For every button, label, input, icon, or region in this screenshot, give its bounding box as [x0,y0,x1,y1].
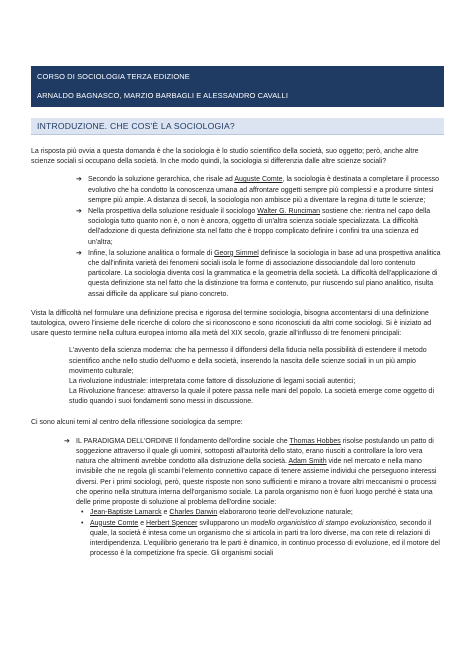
themes-paragraph: Ci sono alcuni temi al centro della riflessione sociologica da sempre: [31,418,243,426]
spencer-link[interactable]: Herbert Spencer [146,519,198,527]
list-item: L'avvento della scienza moderna: che ha permesso il diffondersi della fiducia nella possibilità di estendere il metodo scientifico anche nello studio dell'uomo e della società, inserendo la nascita delle scienze sociali in un più ampio movimento culturale; [69,347,427,375]
list-item: La Rivoluzione francese: attraverso la quale il potere passa nelle mani del popolo. La società emerge come oggetto di studio quando i suoi fondamenti sono messi in discussione. [69,388,434,406]
themes-list [31,437,444,559]
course-title: CORSO DI SOCIOLOGIA TERZA EDIZIONE [37,72,190,81]
phenomena-list [31,346,444,407]
definition-paragraph: Vista la difficoltà nel formulare una definizione precisa e rigorosa del termine sociologia, bisogna accontentarsi di una definizione tautologica, ovvero l'insieme delle ricerche di coloro che si riconoscono e sono riconosciuti da altri come sociologi. Si è iniziato ad usare questo termine nella cultura europea intorno alla metà del XIX secolo, grazie all'influsso di tre fenomeni principali: [31,309,432,338]
bullet-icon: • [81,509,84,517]
smith-link[interactable]: Adam Smith [288,458,327,466]
solutions-list [31,175,444,299]
arrow-icon: ➔ [76,249,82,257]
comte-link-2[interactable]: Auguste Comte [90,519,139,527]
arrow-icon: ➔ [64,437,70,445]
arrow-icon: ➔ [76,208,82,216]
bullet-icon: • [81,519,84,527]
organism-sublist [76,508,444,559]
simmel-link[interactable]: Georg Simmel [214,249,259,257]
list-item: • Auguste Comte e Herbert Spencer svilupparono un modello organicistico di stampo evoluzionistico, secondo il quale, la società è intesa come un organismo che si articola in parti tra loro diverse, ma con rete di relazioni di interdipendenza. L'equilibrio generario tra le parti è dinamico, in continuo processo di evoluzione, ed il motore del processo è la competizione fra specie. Gli organismi sociali [81,519,440,558]
hobbes-link[interactable]: Thomas Hobbes [289,437,341,445]
runciman-link[interactable]: Walter G. Runciman [257,208,321,216]
document-header [31,66,444,107]
list-item: La rivoluzione industriale: interpretata come fattore di dissoluzione di legami sociali autentici; [69,378,356,386]
intro-paragraph: La risposta più ovvia a questa domanda è che la sociologia è lo studio scientifico della società, suo oggetto; però, anche altre scienze sociali si occupano della società. In che modo quindi, la sociologia si differenzia dalle altre scienze sociali? [31,148,419,166]
list-item: ➔ IL PARADIGMA DELL'ORDINE Il fondamento dell'ordine sociale che Thomas Hobbes risolse postulando un patto di soggezione attraverso il quale gli uomini, sottoposti all'autorità dello stato, erano riusciti a controllare la loro vera natura che altrimenti avrebbe condotto alla distruzione della società. Adam Smith vide nel mercato e nella mano invisibile che ne regola gli scambi l'elemento connettivo capace di tenere assieme individui che perseguono interessi diversi. Per i primi sociologi, però, queste risposte non sono sufficienti e mirano a trovare altri meccanismi o processi che operino nella struttura interna dell'organismo sociale. La parola organismo non è fuori luogo perché è stata una delle prime proposte di soluzione al problema dell'ordine sociale: • Jean-Baptiste Lamarck e Charles Darwin elaborarono teorie dell'evoluzione naturale; • Auguste Comte e Herbert Spencer svilupparono un modello organicistico di stampo evoluzionistico, secondo il quale, la società è intesa come un organismo che si articola in parti tra loro diverse, ma con rete di relazioni di interdipendenza. L'equilibrio generario tra le parti è dinamico, in continuo processo di evoluzione, ed il motore del processo è la competizione fra specie. Gli organismi sociali [31,437,444,559]
darwin-link[interactable]: Charles Darwin [169,509,218,517]
comte-link[interactable]: Auguste Comte [234,176,283,184]
section-heading: INTRODUZIONE. CHE COS'È LA SOCIOLOGIA? [31,118,444,135]
list-item: ➔ Secondo la soluzione gerarchica, che risale ad Auguste Comte, la sociologia è destinata a completare il processo evolutivo che ha condotto la conoscenza umana ad affrontare oggetti sempre più complessi e a produrre sintesi sempre più ampie. A distanza di secoli, la sociologia non ambisce più a diventare la regina di tutte le scienze; [76,176,439,204]
list-item: • Jean-Baptiste Lamarck e Charles Darwin elaborarono teorie dell'evoluzione naturale; [76,508,444,518]
lamarck-link[interactable]: Jean-Baptiste Lamarck [90,509,162,517]
list-item: ➔ Nella prospettiva della soluzione residuale il sociologo Walter G. Runciman sostiene che: rientra nel capo della sociologia tutto quanto non è, o non è ancora, oggetto di un'altra scienza sociale specializzata. La difficoltà dell'adozione di questa definizione sta nel fatto che è troppo complicato definire i confini tra una scienza ed un'altra; [76,208,431,246]
arrow-icon: ➔ [76,176,82,184]
list-item: ➔ Infine, la soluzione analitica o formale di Georg Simmel definisce la sociologia in base ad una prospettiva analitica che dall'infinita varietà dei fenomeni sociali isola le forme di associazione dissociandole dal loro contenuto particolare. La sociologia diventa così la grammatica e la geometria della società. La difficoltà dell'applicazione di questa definizione sta nel fatto che la distinzione tra forma e contenuto, pur riuscendo sul piano analitico, risulta assai difficile da applicare sul piano concreto. [76,249,441,298]
authors-line: ARNALDO BAGNASCO, MARZIO BARBAGLI E ALESSANDRO CAVALLI [37,91,289,100]
